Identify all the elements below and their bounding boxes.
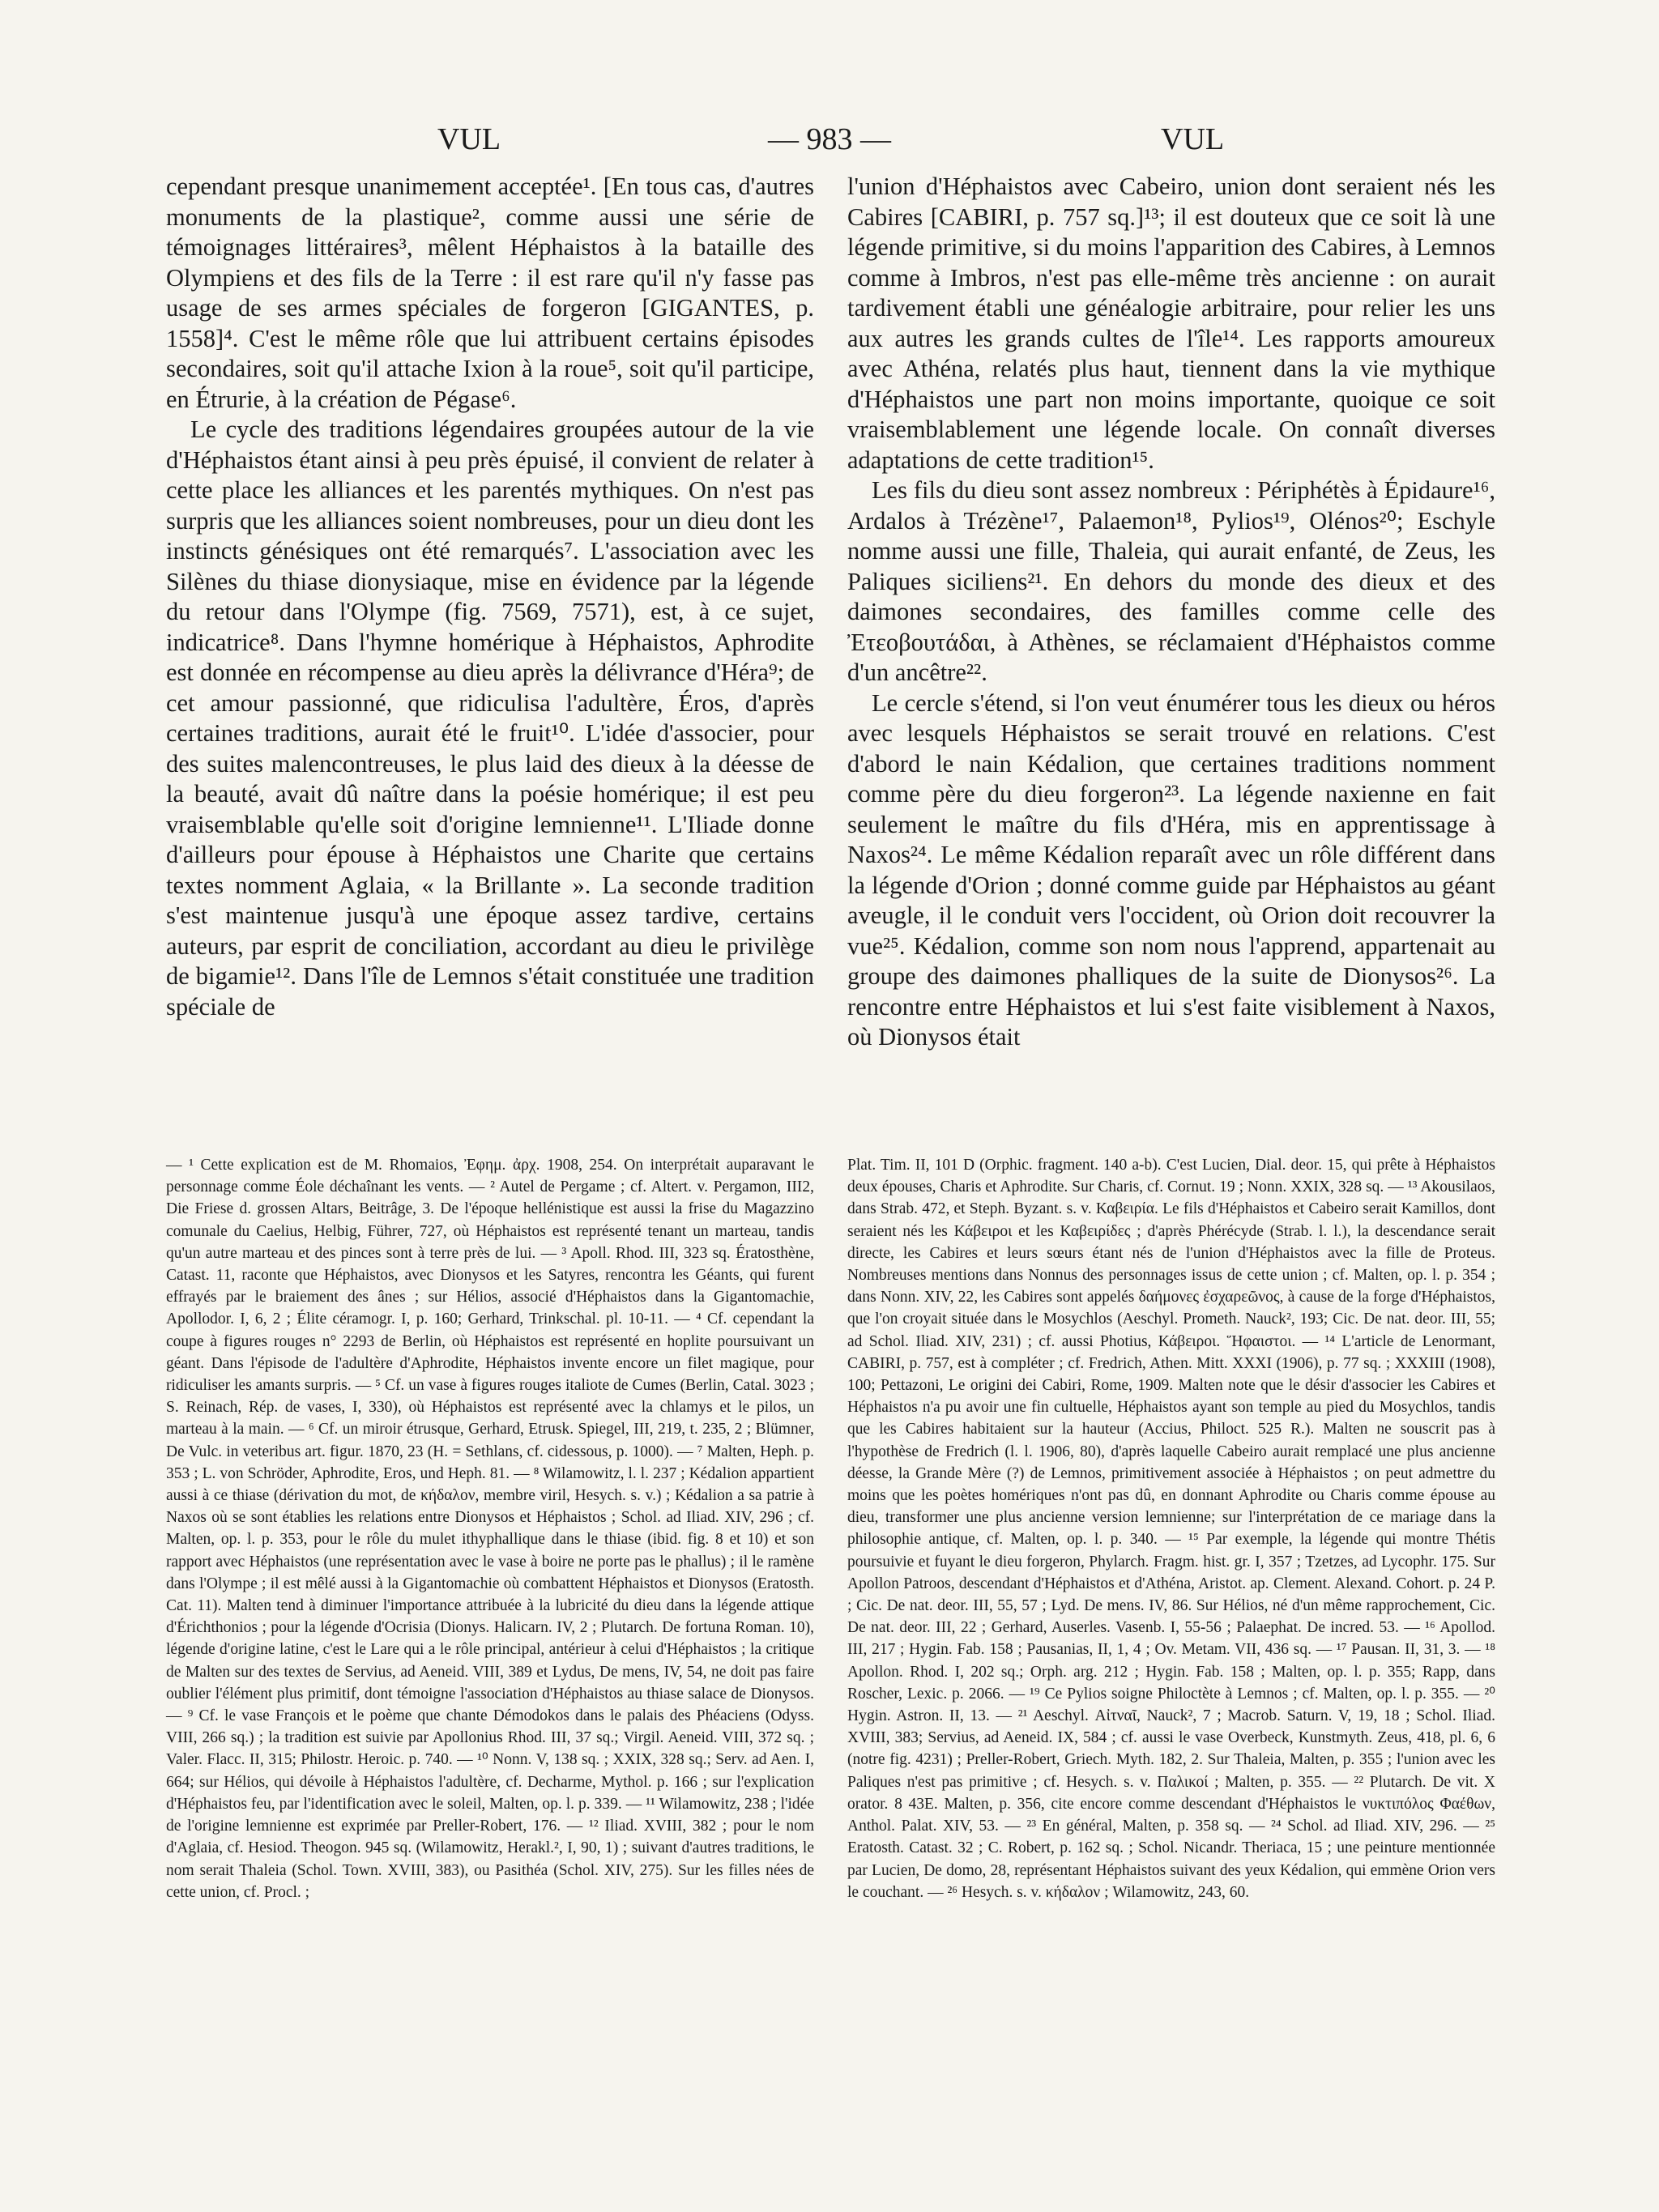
header-right-keyword: VUL — [1161, 122, 1225, 156]
right-column-footnotes — [847, 1154, 1495, 1903]
body-paragraph: Les fils du dieu sont assez nombreux : Périphétès à Épidaure¹⁶, Ardalos à Trézène¹⁷, Palaemon¹⁸, Pylios¹⁹, Olénos²⁰; Eschyle nomme aussi une fille, Thaleia, qui aurait enfanté, de Zeus, les Paliques siciliens²¹. En dehors du monde des dieux et des daimones secondaires, des familles comme celle des Ἐτεοβουτάδαι, à Athènes, se réclamaient d'Héphaistos comme d'un ancêtre²². — [847, 476, 1495, 686]
footnotes-text: — ¹ Cette explication est de M. Rhomaios, Ἐφημ. ἀρχ. 1908, 254. On interprétait auparavant le personnage comme Éole déchaînant les vents. — ² Autel de Pergame ; cf. Altert. v. Pergamon, III2, Die Friese d. grossen Altars, Beitrâge, 3. De l'époque hellénistique est aussi la frise du Magazzino comunale du Caelius, Helbig, Führer, 727, où Héphaistos est représenté tenant un marteau, tandis qu'un autre marteau et des pinces sont à terre près de lui. — ³ Apoll. Rhod. III, 323 sq. Ératosthène, Catast. 11, raconte que Héphaistos, avec Dionysos et les Satyres, rencontra les Géants, qui furent effrayés par le braiement des ânes ; sur Hélios, associé d'Héphaistos dans la Gigantomachie, Apollodor. I, 6, 2 ; Élite céramogr. I, p. 160; Gerhard, Trinkschal. pl. 10-11. — ⁴ Cf. cependant la coupe à figures rouges n° 2293 de Berlin, où Héphaistos est représenté en hoplite poursuivant un géant. Dans l'épisode de l'adultère d'Aphrodite, Héphaistos invente encore un filet magique, pour ridiculiser les amants surpris. — ⁵ Cf. un vase à figures rouges italiote de Cumes (Berlin, Catal. 3023 ; S. Reinach, Rép. de vases, I, 330), où Héphaistos est représenté avec la chlamys et le pilos, un marteau à la main. — ⁶ Cf. un miroir étrusque, Gerhard, Etrusk. Spiegel, III, 219, t. 235, 2 ; Blümner, De Vulc. in veteribus art. figur. 1870, 23 (H. = Sethlans, cf. cidessous, p. 1000). — ⁷ Malten, Heph. p. 353 ; L. von Schröder, Aphrodite, Eros, und Heph. 81. — ⁸ Wilamowitz, l. l. 237 ; Kédalion appartient aussi à ce thiase (dérivation du mot, de κήδαλον, membre viril, Hesych. s. v.) ; Kédalion a sa patrie à Naxos où se sont établies les relations entre Dionysos et Héphaistos ; Schol. ad Iliad. XIV, 296 ; cf. Malten, op. l. p. 353, pour le rôle du mulet ithyphallique dans le thiase (ibid. fig. 8 et 10) et son rapport avec Héphaistos (une représentation avec le vase à boire ne porte pas le phallus) ; il le ramène dans l'Olympe ; il est mêlé aussi à la Gigantomachie où combattent Héphaistos et Dionysos (Eratosth. Cat. 11). Malten tend à diminuer l'importance attribuée à la lubricité du dieu dans la légende attique d'Érichthonios ; pour la légende d'Ocrisia (Dionys. Halicarn. IV, 2 ; Plutarch. De fortuna Roman. 10), légende d'origine latine, c'est le Lare qui a le rôle principal, antérieur à celui d'Héphaistos ; la critique de Malten sur des textes de Servius, ad Aeneid. VIII, 389 et Lydus, De mens, IV, 54, ne doit pas faire oublier l'élément plus primitif, dont témoigne l'association d'Héphaistos au thiase salace de Dionysos. — ⁹ Cf. le vase François et le poème que chante Démodokos dans le palais des Phéaciens (Odyss. VIII, 266 sq.) ; la tradition est suivie par Apollonius Rhod. III, 37 sq.; Virgil. Aeneid. VIII, 372 sq. ; Valer. Flacc. II, 315; Philostr. Heroic. p. 740. — ¹⁰ Nonn. V, 138 sq. ; XXIX, 328 sq.; Serv. ad Aen. I, 664; sur Hélios, qui dévoile à Héphaistos l'adultère, cf. Decharme, Mythol. p. 166 ; sur l'explication d'Héphaistos feu, par l'identification avec le soleil, Malten, op. l. p. 339. — ¹¹ Wilamowitz, 238 ; l'idée de l'origine lemnienne est exprimée par Preller-Robert, 176. — ¹² Iliad. XVIII, 382 ; pour le nom d'Aglaia, cf. Hesiod. Theogon. 945 sq. (Wilamowitz, Herakl.², I, 90, 1) ; suivant d'autres traditions, le nom serait Thaleia (Schol. Town. XVIII, 383), ou Pasithéa (Schol. XIV, 275). Sur les filles nées de cette union, cf. Procl. ; — [166, 1157, 814, 1901]
body-paragraph: Le cycle des traditions légendaires groupées autour de la vie d'Héphaistos étant ainsi à peu près épuisé, il convient de relater à cette place les alliances et les parentés mythiques. On n'est pas surpris que les alliances soient nombreuses, pour un dieu dont les instincts génésiques ont été remarqués⁷. L'association avec les Silènes du thiase dionysiaque, mise en évidence par la légende du retour dans l'Olympe (fig. 7569, 7571), est, à ce sujet, indicatrice⁸. Dans l'hymne homérique à Héphaistos, Aphrodite est donnée en récompense au dieu après la délivrance d'Héra⁹; de cet amour passionné, que ridiculisa l'adultère, Éros, d'après certaines traditions, aurait été le fruit¹⁰. L'idée d'associer, pour des suites malencontreuses, le plus laid des dieux à la déesse de la beauté, avait dû naître dans la poésie homérique; il est peu vraisemblable qu'elle soit d'origine lemnienne¹¹. L'Iliade donne d'ailleurs pour épouse à Héphaistos une Charite que certains textes nomment Aglaia, « la Brillante ». La seconde tradition s'est maintenue jusqu'à une époque assez tardive, certains auteurs, par esprit de conciliation, accordant au dieu le privilège de bigamie¹². Dans l'île de Lemnos s'était constituée une tradition spéciale de — [166, 416, 814, 1021]
body-paragraph: Le cercle s'étend, si l'on veut énumérer tous les dieux ou héros avec lesquels Héphaistos se serait trouvé en relations. C'est d'abord le nain Kédalion, que certaines traditions nomment comme père du dieu forgeron²³. La légende naxienne en fait seulement le maître du fils d'Héra, mis en apprentissage à Naxos²⁴. Le même Kédalion reparaît avec un rôle différent dans la légende d'Orion ; donné comme guide par Héphaistos au géant aveugle, il le conduit vers l'occident, où Orion doit recouvrer la vue²⁵. Kédalion, comme son nom nous l'apprend, appartenait au groupe des daimones phalliques de la suite de Dionysos²⁶. La rencontre entre Héphaistos et lui s'est faite visiblement à Naxos, où Dionysos était — [847, 688, 1495, 1051]
right-column-body — [847, 172, 1495, 1053]
body-paragraph: l'union d'Héphaistos avec Cabeiro, union dont seraient nés les Cabires [CABIRI, p. 757 sq.]¹³; il est douteux que ce soit là une légende primitive, si du moins l'apparition des Cabires, à Lemnos comme à Imbros, n'est pas elle-même très ancienne : on aurait tardivement établi une généalogie arbitraire, pour relier les uns aux autres les grands cultes de l'île¹⁴. Les rapports amoureux avec Athéna, relatés plus haut, tiennent dans la vie mythique d'Héphaistos une part non moins importante, quoique ce soit vraisemblablement une légende locale. On connaît diverses adaptations de cette tradition¹⁵. — [847, 173, 1495, 474]
body-paragraph: cependant presque unanimement acceptée¹. [En tous cas, d'autres monuments de la plastique², comme aussi une série de témoignages littéraires³, mêlent Héphaistos à la bataille des Olympiens et des fils de la Terre : il est rare qu'il n'y fasse pas usage de ses armes spéciales de forgeron [GIGANTES, p. 1558]⁴. C'est le même rôle que lui attribuent certains épisodes secondaires, soit qu'il attache Ixion à la roue⁵, soit qu'il participe, en Étrurie, à la création de Pégase⁶. — [166, 173, 814, 413]
header-left-keyword: VUL — [437, 122, 501, 156]
left-column-footnotes — [166, 1154, 814, 1903]
running-header — [0, 121, 1659, 162]
page-number: — 983 — — [768, 122, 891, 156]
left-column-body — [166, 172, 814, 1022]
footnotes-text: Plat. Tim. II, 101 D (Orphic. fragment. 140 a-b). C'est Lucien, Dial. deor. 15, qui prête à Héphaistos deux épouses, Charis et Aphrodite. Sur Charis, cf. Cornut. 19 ; Nonn. XXIX, 328 sq. — ¹³ Akousilaos, dans Strab. 472, et Steph. Byzant. s. v. Καβειρία. Le fils d'Héphaistos et Cabeiro serait Kamillos, dont seraient nés les Κάβειροι et les Καβειρίδες ; d'après Phérécyde (Strab. l. l.), la descendance serait directe, les Cabires et leurs sœurs étant nés de l'union d'Héphaistos avec la fille de Proteus. Nombreuses mentions dans Nonnus des personnages issus de cette union ; cf. Malten, op. l. p. 354 ; dans Nonn. XIV, 22, les Cabires sont appelés δαήμονες ἐσχαρεῶνος, à cause de la forge d'Héphaistos, que l'on croyait située dans le Mosychlos (Aeschyl. Prometh. Nauck², 193; Cic. De nat. deor. III, 55; ad Schol. Iliad. XIV, 231) ; cf. aussi Photius, Κάβειροι. Ἥφαιστοι. — ¹⁴ L'article de Lenormant, CABIRI, p. 757, est à compléter ; cf. Fredrich, Athen. Mitt. XXXI (1906), p. 77 sq. ; XXXIII (1908), 100; Pettazoni, Le origini dei Cabiri, Rome, 1909. Malten note que le désir d'associer les Cabires et Héphaistos n'a pu avoir une fin cultuelle, Héphaistos ayant son temple au pied du Mosychlos, tandis que les Cabires habitaient sur la hauteur (Accius, Philoct. 525 R.). Malten ne souscrit pas à l'hypothèse de Fredrich (l. l. 1906, 80), d'après laquelle Cabeiro aurait remplacé une plus ancienne déesse, la Grande Mère (?) de Lemnos, primitivement associée à Héphaistos ; on peut admettre du moins que les poètes homériques n'ont pas dû, en donnant Aphrodite ou Charis comme épouse au dieu, transformer une plus ancienne version lemnienne; sur l'interprétation de ce mariage dans la philosophie antique, cf. Malten, op. l. p. 340. — ¹⁵ Par exemple, la légende qui montre Thétis poursuivie et fuyant le dieu forgeron, Phylarch. Fragm. hist. gr. I, 357 ; Tzetzes, ad Lycophr. 175. Sur Apollon Patroos, descendant d'Héphaistos et d'Athéna, Aristot. ap. Clement. Alexand. Cohort. p. 24 P. ; Cic. De nat. deor. III, 55, 57 ; Lyd. De mens. IV, 86. Sur Hélios, né d'un même rapprochement, Cic. De nat. deor. III, 22 ; Gerhard, Auserles. Vasenb. I, 55-56 ; Palaephat. De incred. 53. — ¹⁶ Apollod. III, 217 ; Hygin. Fab. 158 ; Pausanias, II, 1, 4 ; Ov. Metam. VII, 436 sq. — ¹⁷ Pausan. II, 31, 3. — ¹⁸ Apollon. Rhod. I, 202 sq.; Orph. arg. 212 ; Hygin. Fab. 158 ; Malten, op. l. p. 355; Rapp, dans Roscher, Lexic. p. 2066. — ¹⁹ Ce Pylios soigne Philoctète à Lemnos ; cf. Malten, op. l. p. 355. — ²⁰ Hygin. Astron. II, 13. — ²¹ Aeschyl. Αἰτναῖ, Nauck², 7 ; Macrob. Saturn. V, 19, 18 ; Schol. Iliad. XVIII, 383; Servius, ad Aeneid. IX, 584 ; cf. aussi le vase Overbeck, Kunstmyth. Zeus, 418, pl. 6, 6 (notre fig. 4231) ; Preller-Robert, Griech. Myth. 182, 2. Sur Thaleia, Malten, p. 355 ; l'union avec les Paliques n'est pas primitive ; cf. Hesych. s. v. Παλικοί ; Malten, p. 355. — ²² Plutarch. De vit. X orator. 8 43E. Malten, p. 356, cite encore comme descendant d'Héphaistos le νυκτιπόλος Φαέθων, Anthol. Palat. XIV, 53. — ²³ En général, Malten, p. 358 sq. — ²⁴ Schol. ad Iliad. XIV, 296. — ²⁵ Eratosth. Catast. 32 ; C. Robert, p. 162 sq. ; Schol. Nicandr. Theriaca, 15 ; une peinture mentionnée par Lucien, De domo, 28, représentant Héphaistos suivant des yeux Kédalion, qui emmène Orion vers le couchant. — ²⁶ Hesych. s. v. κήδαλον ; Wilamowitz, 243, 60. — [847, 1157, 1495, 1901]
